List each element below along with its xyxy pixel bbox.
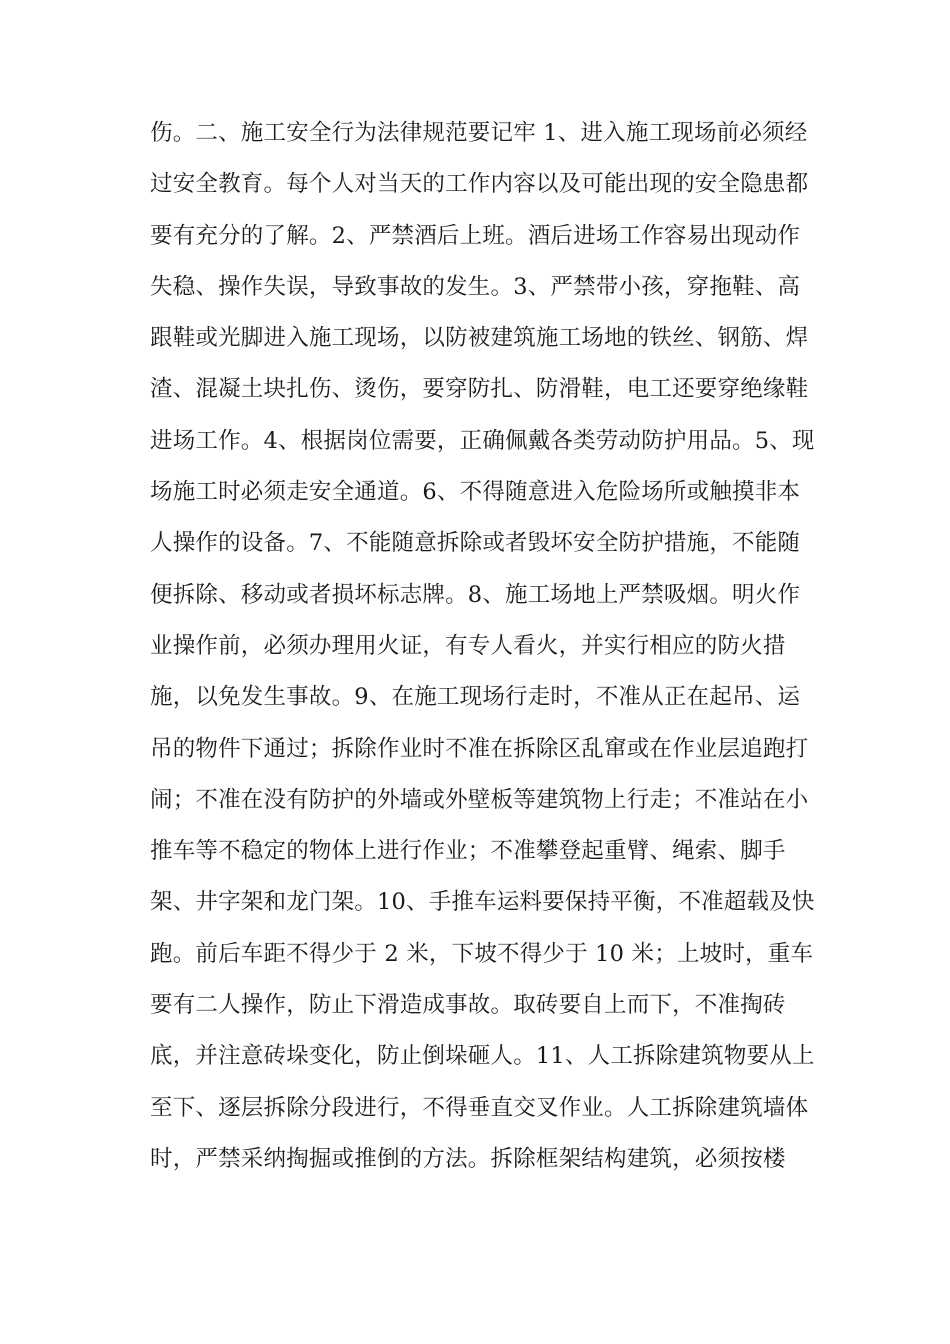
text-line: 时，严禁采纳掏掘或推倒的方法。拆除框架结构建筑，必须按楼: [150, 1145, 786, 1172]
text-line: 至下、逐层拆除分段进行，不得垂直交叉作业。人工拆除建筑墙体: [150, 1094, 809, 1121]
text-line: 场施工时必须走安全通道。6、不得随意进入危险场所或触摸非本: [150, 479, 801, 506]
text-line: 渣、混凝土块扎伤、烫伤，要穿防扎、防滑鞋，电工还要穿绝缘鞋: [150, 376, 809, 403]
text-line: 施，以免发生事故。9、在施工现场行走时，不准从正在起吊、运: [150, 684, 801, 711]
text-line: 架、井字架和龙门架。10、手推车运料要保持平衡，不准超载及快: [150, 889, 815, 916]
text-line: 闹；不准在没有防护的外墙或外壁板等建筑物上行走；不准站在小: [150, 786, 809, 813]
text-line: 失稳、操作失误，导致事故的发生。3、严禁带小孩，穿拖鞋、高: [150, 273, 801, 300]
text-line: 要有二人操作，防止下滑造成事故。取砖要自上而下，不准掏砖: [150, 992, 786, 1019]
text-line: 进场工作。4、根据岗位需要，正确佩戴各类劳动防护用品。5、现: [150, 427, 815, 454]
body-text: [150, 108, 815, 1185]
text-line: 便拆除、移动或者损坏标志牌。8、施工场地上严禁吸烟。明火作: [150, 581, 801, 608]
text-line: 底，并注意砖垛变化，防止倒垛砸人。11、人工拆除建筑物要从上: [150, 1043, 815, 1070]
text-line: 过安全教育。每个人对当天的工作内容以及可能出现的安全隐患都: [150, 171, 809, 198]
text-line: 跑。前后车距不得少于 2 米，下坡不得少于 10 米；上坡时，重车: [150, 940, 814, 967]
text-line: 跟鞋或光脚进入施工现场，以防被建筑施工场地的铁丝、钢筋、焊: [150, 325, 809, 352]
text-line: 推车等不稳定的物体上进行作业；不准攀登起重臂、绳索、脚手: [150, 838, 786, 865]
text-line: 人操作的设备。7、不能随意拆除或者毁坏安全防护措施，不能随: [150, 530, 801, 557]
text-line: 吊的物件下通过；拆除作业时不准在拆除区乱窜或在作业层追跑打: [150, 735, 809, 762]
text-line: 伤。二、施工安全行为法律规范要记牢 1、进入施工现场前必须经: [150, 120, 808, 146]
text-line: 要有充分的了解。2、严禁酒后上班。酒后进场工作容易出现动作: [150, 222, 801, 249]
text-line: 业操作前，必须办理用火证，有专人看火，并实行相应的防火措: [150, 632, 786, 659]
